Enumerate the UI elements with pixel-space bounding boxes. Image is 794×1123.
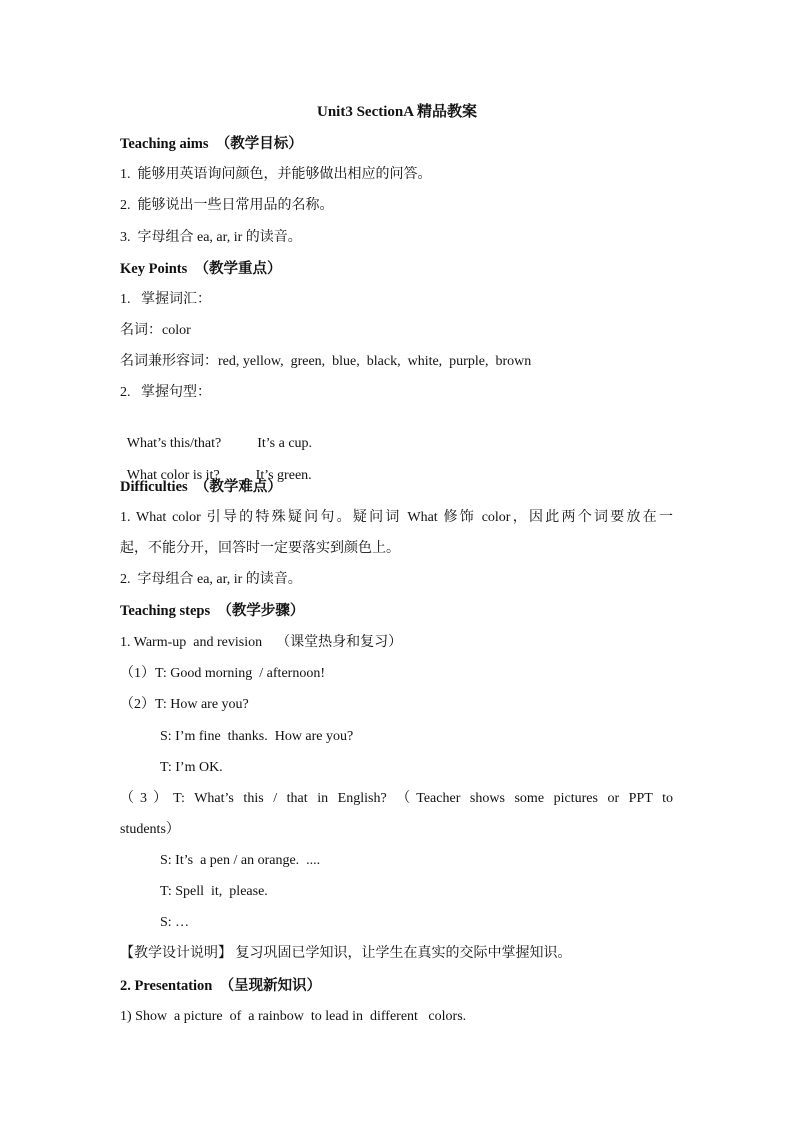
presentation-heading: 2. Presentation （呈现新知识） [120, 978, 322, 994]
sentence-answer: It’s a cup. [257, 436, 313, 451]
aim-item: 1. 能够用英语询问颜色，并能够做出相应的问答。 [120, 167, 432, 182]
difficulty-item: 1. What color 引导的特殊疑问句。疑问词 What 修饰 color，因此两个词要放在一 [120, 510, 673, 525]
key-points-heading: Key Points （教学重点） [120, 261, 282, 277]
aim-item: 2. 能够说出一些日常用品的名称。 [120, 198, 334, 213]
step-line: S: It’s a pen / an orange. .... [160, 853, 321, 868]
aim-item: 3. 字母组合 ea, ar, ir 的读音。 [120, 230, 302, 245]
teaching-aims-heading: Teaching aims （教学目标） [120, 136, 303, 152]
step-line: S: … [160, 915, 190, 930]
step-line: （3）T: What’s this / that in English? （Teacher shows some pictures or PPT to [120, 791, 673, 806]
step-line-continued: students） [120, 822, 180, 837]
difficulties-heading: Difficulties （教学难点） [120, 479, 282, 495]
step-warmup: 1. Warm-up and revision （课堂热身和复习） [120, 635, 403, 650]
step-line: （2）T: How are you? [120, 697, 249, 712]
key-item: 名词兼形容词：red, yellow, green, blue, black, white, purple, brown [120, 354, 532, 369]
key-item: 2. 掌握句型： [120, 385, 211, 400]
key-item: 名词：color [120, 323, 191, 338]
difficulty-item-continued: 起，不能分开，回答时一定要落实到颜色上。 [120, 541, 400, 556]
difficulty-item: 2. 字母组合 ea, ar, ir 的读音。 [120, 572, 302, 587]
sentence-question: What’s this/that? [126, 436, 222, 451]
presentation-item: 1) Show a picture of a rainbow to lead in different colors. [120, 1009, 467, 1024]
step-line: T: Spell it, please. [160, 884, 268, 899]
key-item: 1. 掌握词汇： [120, 292, 211, 307]
design-note: 【教学设计说明】 复习巩固已学知识，让学生在真实的交际中掌握知识。 [120, 946, 572, 961]
step-line: （1）T: Good morning / afternoon! [120, 666, 325, 681]
step-line: S: I’m fine thanks. How are you? [160, 729, 354, 744]
step-line: T: I’m OK. [160, 760, 223, 775]
document-title: Unit3 SectionA 精品教案 [316, 104, 477, 120]
teaching-steps-heading: Teaching steps （教学步骤） [120, 603, 305, 619]
sentence-answer: It’s green. [255, 468, 312, 483]
sentence-question: What color is it? [126, 468, 220, 483]
